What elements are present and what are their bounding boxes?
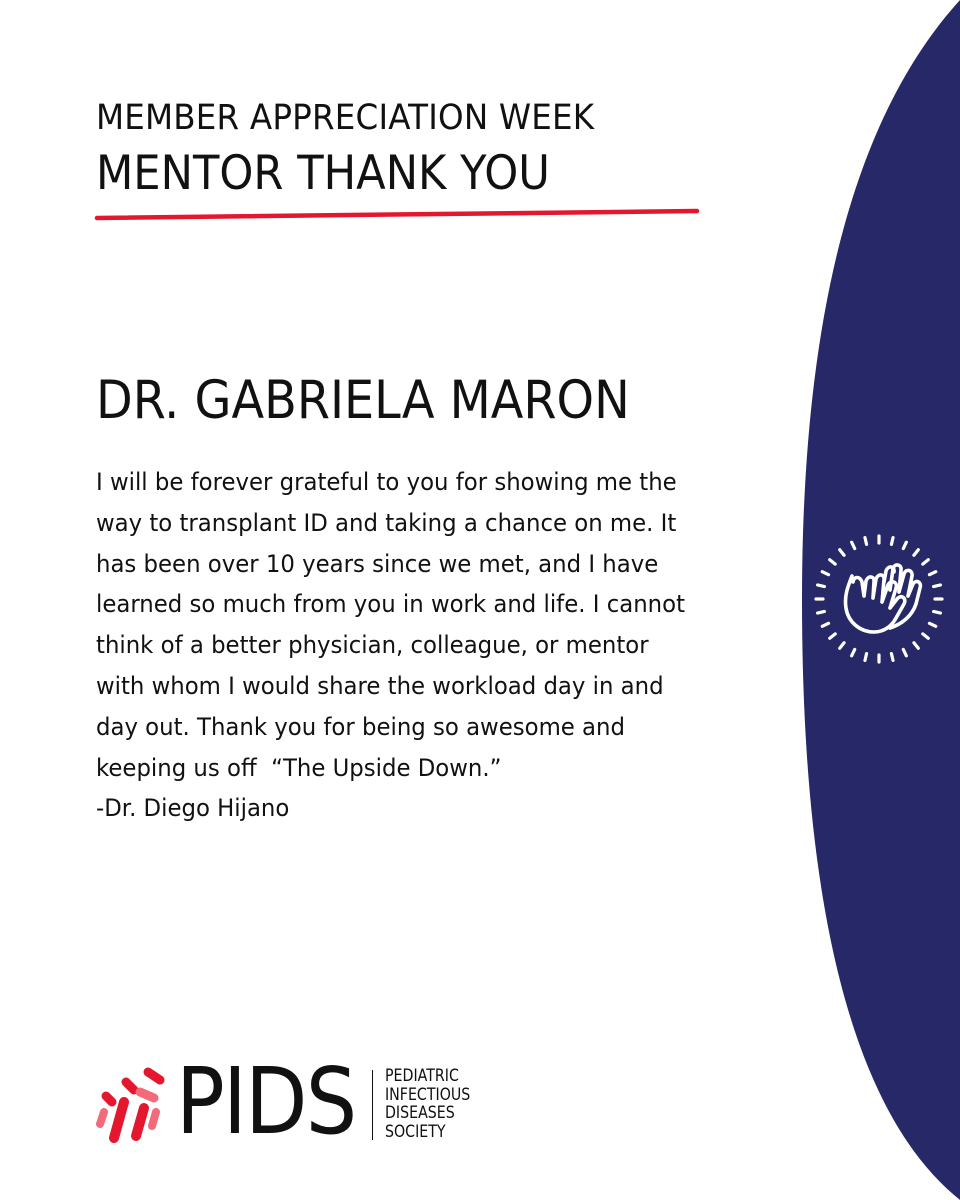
message-signature: -Dr. Diego Hijano <box>96 794 290 822</box>
logo-tagline-line: INFECTIOUS <box>385 1084 471 1104</box>
clap-ray <box>865 538 867 545</box>
clap-ray <box>830 634 835 638</box>
clap-ray <box>934 585 941 587</box>
message-line: day out. Thank you for being so awesome and <box>96 712 625 741</box>
message-line: I will be forever grateful to you for showing me the <box>96 468 677 496</box>
logo-wordmark: PIDS <box>176 1048 356 1155</box>
pids-logo <box>96 1048 516 1155</box>
clap-ray <box>818 611 825 613</box>
message-line: learned so much from you in work and life. I cannot <box>96 590 686 619</box>
logo-divider <box>372 1070 373 1140</box>
clap-ray <box>818 585 825 587</box>
mentor-name: DR. GABRIELA MARON <box>96 370 630 431</box>
clap-ray <box>891 538 893 545</box>
message-line: has been over 10 years since we met, and I have <box>96 549 659 578</box>
clap-ray <box>903 649 906 655</box>
clapping-hands-icon <box>812 532 946 666</box>
clap-ray <box>891 654 893 661</box>
eyebrow-heading: MEMBER APPRECIATION WEEK <box>96 98 595 138</box>
clap-ray <box>822 623 828 626</box>
logo-tagline-line: SOCIETY <box>385 1121 446 1141</box>
clap-ray <box>914 643 918 648</box>
clap-ray <box>903 542 906 548</box>
logo-tagline-line: DISEASES <box>385 1103 455 1122</box>
message-line: keeping us off “The Upside Down.” <box>96 753 502 782</box>
clap-ray <box>852 649 855 655</box>
pids-molecule-icon <box>96 1062 168 1146</box>
clap-ray <box>852 542 855 548</box>
clap-ray <box>929 572 935 575</box>
message-line: with whom I would share the workload day in and <box>96 671 664 700</box>
clap-ray <box>929 623 935 626</box>
thank-you-message <box>96 462 816 788</box>
red-underline-divider <box>0 200 720 230</box>
page-title: MENTOR THANK YOU <box>96 146 550 201</box>
clap-ray <box>840 550 844 555</box>
clap-ray <box>923 560 928 564</box>
message-line: think of a better physician, colleague, or mentor <box>96 631 649 660</box>
message-line: way to transplant ID and taking a chance on me. It <box>96 508 677 537</box>
clap-ray <box>822 572 828 575</box>
clap-ray <box>923 634 928 638</box>
clap-ray <box>865 654 867 661</box>
clap-ray <box>830 560 835 564</box>
logo-tagline <box>385 1067 470 1141</box>
logo-tagline-line: PEDIATRIC <box>385 1066 459 1085</box>
clap-ray <box>840 643 844 648</box>
clap-ray <box>914 550 918 555</box>
clap-ray <box>934 611 941 613</box>
